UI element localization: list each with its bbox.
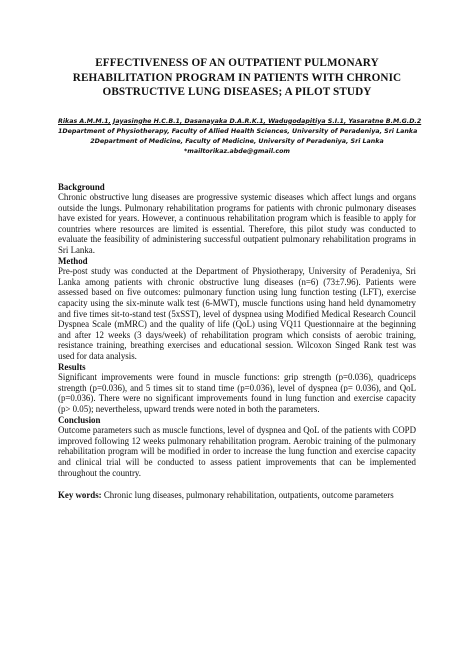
abstract-body: [58, 182, 416, 501]
section-text-background: Chronic obstructive lung diseases are progressive systemic diseases which affect lungs and organs outside the lungs. Pulmonary rehabilitation programs for patients with chronic pulmonary diseases have existed for years. However, a continuous rehabilitation program which is feasible to apply for countries where resources are limited is essential. Therefore, this pilot study was conducted to evaluate the feasibility of administering successful outpatient pulmonary rehabilitation programs in Sri Lanka.: [58, 192, 416, 256]
section-text-results: Significant improvements were found in muscle functions: grip strength (p=0.036), quadriceps strength (p=0.036), and 5 times sit to stand time (p=0.036), level of dyspnea (p= 0.036), and QoL (p=0.036). There were no significant improvements found in lung function and exercise capacity (p> 0.05); nevertheless, upward trends were noted in both the parameters.: [58, 372, 416, 414]
section-text-conclusion: Outcome parameters such as muscle functions, level of dyspnea and QoL of the patients with COPD improved following 12 weeks pulmonary rehabilitation program. Aerobic training of the pulmonary rehabilitation program will be modified in order to increase the lung function and exercise capacity and clinical trial will be conducted to assess patient improvements that can be implemented throughout the country.: [58, 425, 416, 478]
section-text-method: Pre-post study was conducted at the Department of Physiotherapy, University of Peradeniya, Sri Lanka among patients with chronic obstructive lung diseases (n=6) (73±7.96). Patients were assessed based on five outcomes: pulmonary function using lung function testing (LFT), exercise capacity using the six-minute walk test (6-MWT), muscle functions using hand held dynamometry and five times sit-to-stand test (5xSST), level of dyspnea using Modified Medical Research Council Dyspnea Scale (mMRC) and the quality of life (QoL) using VQ11 Questionnaire at the beginning and after 12 weeks (3 days/week) of rehabilitation program which consists of aerobic training, resistance training, breathing exercises and educational session. Wilcoxon Singed Rank test was used for data analysis.: [58, 266, 416, 361]
section-heading-results: Results: [58, 361, 86, 372]
section-heading-conclusion: Conclusion: [58, 414, 101, 425]
author-list: Rikas A.M.M.1, Jayasinghe H.C.B.1, Dasanayaka D.A.R.K.1, Wadugodapitiya S.I.1, Yasaratne B.M.G.D.2: [58, 117, 422, 125]
title-line: EFFECTIVENESS OF AN OUTPATIENT PULMONARY: [95, 57, 379, 69]
affiliation-2: 2Department of Medicine, Faculty of Medicine, University of Peradeniya, Sri Lanka: [90, 137, 384, 145]
author-block: [58, 117, 422, 157]
paper-title: [58, 0, 416, 100]
keywords: [58, 490, 416, 501]
title-line: REHABILITATION PROGRAM IN PATIENTS WITH CHRONIC: [72, 71, 402, 84]
section-heading-method: Method: [58, 255, 88, 266]
section-heading-background: Background: [58, 181, 105, 192]
title-line: OBSTRUCTIVE LUNG DISEASES; A PILOT STUDY: [102, 86, 372, 98]
affiliation-1: 1Department of Physiotherapy, Faculty of Allied Health Sciences, University of Peradeniya, Sri Lanka: [58, 127, 418, 135]
corresponding-email: *mailtorikaz.abde@gmail.com: [184, 147, 290, 155]
keywords-label: Key words:: [58, 490, 102, 501]
keywords-text: Chronic lung diseases, pulmonary rehabilitation, outpatients, outcome parameters: [103, 490, 394, 501]
